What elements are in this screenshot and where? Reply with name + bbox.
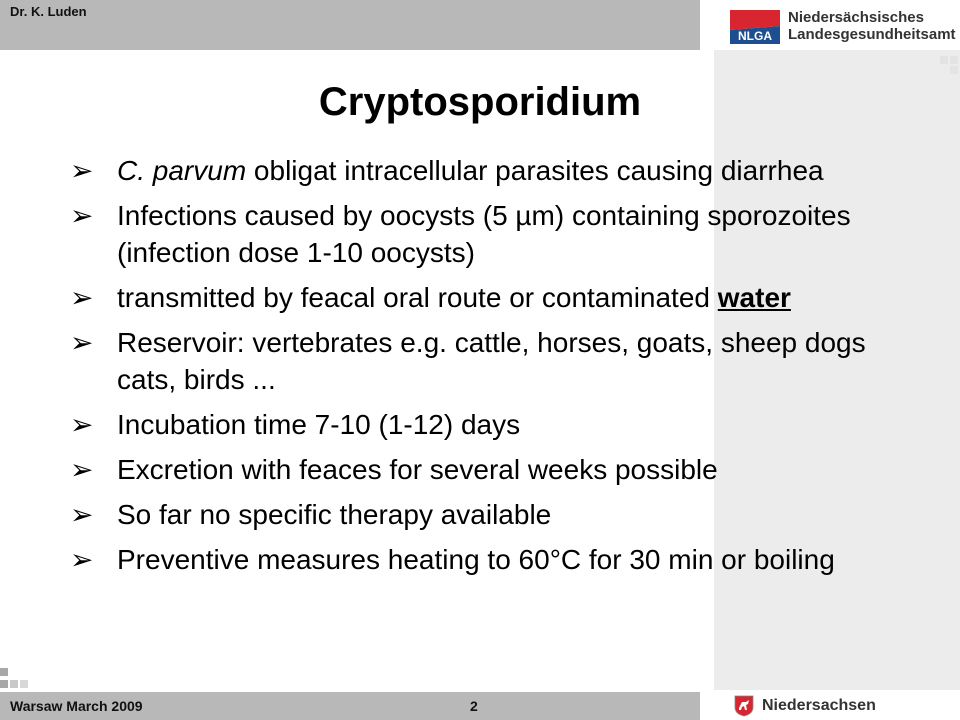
- bullet-item: [70, 279, 910, 316]
- bullet-text: transmitted by feacal oral route or contaminated: [117, 282, 718, 313]
- author-label: Dr. K. Luden: [10, 4, 87, 19]
- nlga-abbr: NLGA: [738, 29, 772, 43]
- decor-square: [950, 56, 958, 64]
- bullet-list: [70, 152, 910, 586]
- niedersachsen-logo: [734, 695, 954, 719]
- bullet-item: [70, 152, 910, 189]
- bullet-text: Incubation time 7-10 (1-12) days: [117, 409, 521, 440]
- bullet-arrow-icon: ➢: [70, 327, 94, 358]
- slide-title: Cryptosporidium: [318, 80, 642, 124]
- nlga-logo: [730, 6, 960, 46]
- bullet-arrow-icon: ➢: [70, 454, 94, 485]
- bullet-arrow-icon: ➢: [70, 499, 94, 530]
- bullet-item: [70, 406, 910, 443]
- footer-event-label: Warsaw March 2009: [10, 698, 143, 714]
- bullet-item: [70, 541, 910, 578]
- bullet-item: [70, 324, 910, 398]
- nlga-flag-icon: [730, 8, 780, 44]
- bullet-underlined-text: water: [717, 282, 791, 313]
- bullet-italic-text: C. parvum: [117, 155, 247, 186]
- nlga-name: [788, 9, 956, 43]
- bullet-arrow-icon: ➢: [70, 282, 94, 313]
- bullet-text: Infections caused by oocysts (5 µm) containing sporozoites (infection dose 1-10 oocysts): [117, 200, 851, 268]
- header-bar: [0, 0, 700, 50]
- bullet-text: Excretion with feaces for several weeks possible: [117, 454, 718, 485]
- bullet-text: Reservoir: vertebrates e.g. cattle, horses, goats, sheep dogs cats, birds ...: [117, 327, 866, 395]
- bullet-item: [70, 451, 910, 488]
- bullet-text: obligat intracellular parasites causing diarrhea: [246, 155, 824, 186]
- decor-square: [0, 668, 8, 676]
- bullet-arrow-icon: ➢: [70, 155, 94, 186]
- bullet-text: Preventive measures heating to 60°C for 30 min or boiling: [117, 544, 835, 575]
- decor-square: [940, 56, 948, 64]
- decor-square: [10, 680, 18, 688]
- nlga-name-line1: Niedersächsisches: [788, 9, 924, 26]
- page-number: 2: [470, 698, 478, 714]
- bullet-item: [70, 197, 910, 271]
- decor-square: [950, 66, 958, 74]
- nlga-name-line2: Landesgesundheitsamt: [788, 26, 956, 43]
- bullet-arrow-icon: ➢: [70, 200, 94, 231]
- bullet-arrow-icon: ➢: [70, 409, 94, 440]
- bullet-item: [70, 496, 910, 533]
- niedersachsen-crest-icon: [734, 695, 754, 717]
- bullet-text: So far no specific therapy available: [117, 499, 552, 530]
- decor-square: [20, 680, 28, 688]
- bullet-arrow-icon: ➢: [70, 544, 94, 575]
- footer-bar: [0, 692, 700, 720]
- decor-square: [0, 680, 8, 688]
- niedersachsen-label: Niedersachsen: [762, 697, 876, 714]
